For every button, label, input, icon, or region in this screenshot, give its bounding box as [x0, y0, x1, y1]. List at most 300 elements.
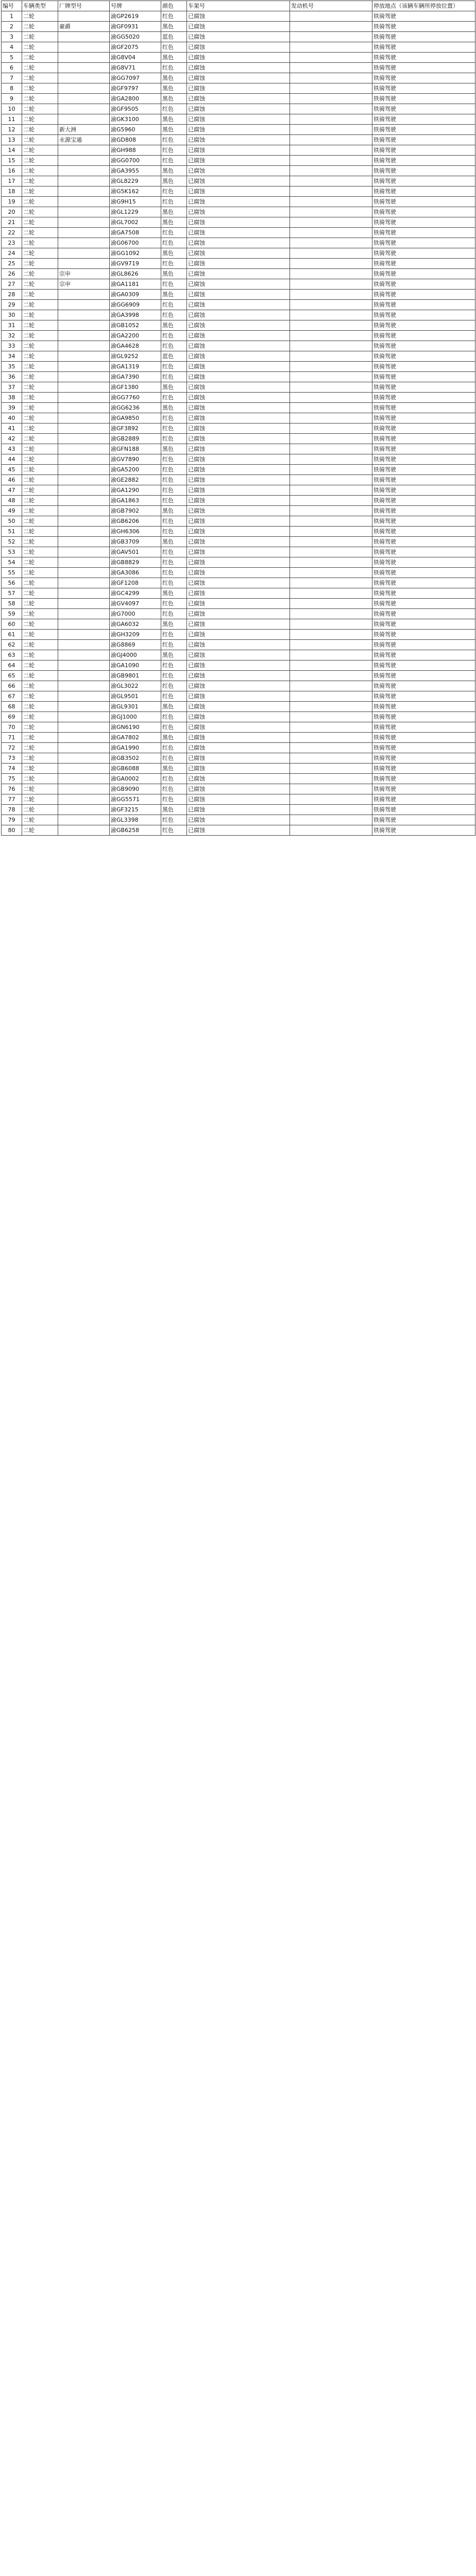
table-cell: [58, 650, 110, 660]
table-cell: 渝GB7902: [110, 506, 161, 516]
table-cell: 红色: [161, 300, 187, 310]
table-cell: 已腐蚀: [187, 547, 290, 557]
table-cell: [58, 743, 110, 753]
table-cell: 铁骑驾驶: [372, 176, 475, 187]
table-cell: 黑色: [161, 207, 187, 217]
table-cell: 已腐蚀: [187, 588, 290, 599]
table-cell: 铁骑驾驶: [372, 568, 475, 578]
table-cell: 红色: [161, 310, 187, 320]
table-cell: [290, 702, 372, 712]
table-row: [2, 640, 475, 650]
table-cell: [58, 413, 110, 423]
table-cell: 二轮: [22, 794, 58, 805]
table-cell: 67: [2, 691, 22, 702]
table-cell: [290, 382, 372, 393]
table-cell: 二轮: [22, 660, 58, 671]
table-cell: 71: [2, 733, 22, 743]
table-cell: 二轮: [22, 609, 58, 619]
table-cell: 已腐蚀: [187, 640, 290, 650]
table-cell: 黑色: [161, 217, 187, 228]
table-cell: [58, 764, 110, 774]
table-cell: 二轮: [22, 63, 58, 73]
table-cell: 已腐蚀: [187, 22, 290, 32]
table-row: [2, 187, 475, 197]
table-cell: [58, 444, 110, 454]
table-cell: 铁骑驾驶: [372, 362, 475, 372]
table-cell: 二轮: [22, 125, 58, 135]
table-cell: [290, 496, 372, 506]
table-cell: 已腐蚀: [187, 228, 290, 238]
table-row: [2, 290, 475, 300]
table-cell: [58, 640, 110, 650]
table-cell: 红色: [161, 454, 187, 465]
table-cell: 已腐蚀: [187, 207, 290, 217]
table-row: [2, 217, 475, 228]
table-row: [2, 156, 475, 166]
table-cell: [290, 764, 372, 774]
table-cell: 黑色: [161, 94, 187, 104]
table-cell: 渝GV7890: [110, 454, 161, 465]
table-cell: 铁骑驾驶: [372, 382, 475, 393]
table-cell: 11: [2, 114, 22, 125]
table-cell: [290, 42, 372, 53]
table-cell: 渝GA1319: [110, 362, 161, 372]
table-cell: 二轮: [22, 362, 58, 372]
table-cell: 铁骑驾驶: [372, 722, 475, 733]
table-row: [2, 53, 475, 63]
table-cell: [58, 310, 110, 320]
table-cell: 25: [2, 259, 22, 269]
table-cell: 20: [2, 207, 22, 217]
table-cell: 已腐蚀: [187, 351, 290, 362]
table-cell: 铁骑驾驶: [372, 825, 475, 836]
table-cell: [58, 568, 110, 578]
table-cell: 渝GV9719: [110, 259, 161, 269]
table-cell: 渝GL9252: [110, 351, 161, 362]
table-cell: 二轮: [22, 382, 58, 393]
table-cell: [290, 238, 372, 248]
table-cell: 59: [2, 609, 22, 619]
table-cell: 宗申: [58, 279, 110, 290]
table-cell: [58, 331, 110, 341]
table-cell: 铁骑驾驶: [372, 733, 475, 743]
table-cell: 渝GB3502: [110, 753, 161, 764]
table-cell: 1: [2, 11, 22, 22]
table-cell: 已腐蚀: [187, 341, 290, 351]
table-cell: [58, 681, 110, 691]
table-cell: 铁骑驾驶: [372, 506, 475, 516]
table-row: [2, 207, 475, 217]
table-cell: 渝GA1181: [110, 279, 161, 290]
table-cell: 二轮: [22, 187, 58, 197]
table-cell: 渝G8V04: [110, 53, 161, 63]
table-cell: 77: [2, 794, 22, 805]
table-cell: 27: [2, 279, 22, 290]
table-cell: 34: [2, 351, 22, 362]
table-cell: 二轮: [22, 413, 58, 423]
table-cell: 9: [2, 94, 22, 104]
table-cell: 二轮: [22, 588, 58, 599]
table-cell: 二轮: [22, 22, 58, 32]
table-row: [2, 197, 475, 207]
table-cell: 渝GA3086: [110, 568, 161, 578]
table-cell: 二轮: [22, 279, 58, 290]
table-cell: 二轮: [22, 557, 58, 568]
table-cell: 75: [2, 774, 22, 784]
table-cell: [58, 94, 110, 104]
table-cell: 红色: [161, 630, 187, 640]
table-cell: 已腐蚀: [187, 805, 290, 815]
column-header: 车辆类型: [22, 1, 58, 11]
table-cell: 铁骑驾驶: [372, 228, 475, 238]
table-row: [2, 609, 475, 619]
table-cell: 红色: [161, 341, 187, 351]
table-cell: 65: [2, 671, 22, 681]
table-cell: 铁骑驾驶: [372, 681, 475, 691]
table-cell: 渝GB6258: [110, 825, 161, 836]
table-cell: 渝GL1229: [110, 207, 161, 217]
table-cell: 二轮: [22, 393, 58, 403]
table-cell: 78: [2, 805, 22, 815]
table-cell: [58, 197, 110, 207]
table-cell: 已腐蚀: [187, 413, 290, 423]
table-cell: 42: [2, 434, 22, 444]
table-cell: 已腐蚀: [187, 310, 290, 320]
table-cell: [58, 527, 110, 537]
table-cell: 渝GD808: [110, 135, 161, 145]
table-cell: 60: [2, 619, 22, 630]
table-row: [2, 764, 475, 774]
table-cell: [58, 578, 110, 588]
table-cell: 79: [2, 815, 22, 825]
table-cell: 铁骑驾驶: [372, 320, 475, 331]
table-cell: 49: [2, 506, 22, 516]
table-cell: 红色: [161, 660, 187, 671]
table-cell: [58, 42, 110, 53]
table-cell: [58, 557, 110, 568]
table-row: [2, 351, 475, 362]
table-cell: 57: [2, 588, 22, 599]
table-cell: [290, 825, 372, 836]
table-cell: [290, 290, 372, 300]
table-row: [2, 825, 475, 836]
table-cell: 铁骑驾驶: [372, 413, 475, 423]
table-cell: [290, 104, 372, 114]
table-cell: [58, 722, 110, 733]
table-row: [2, 73, 475, 83]
table-cell: 43: [2, 444, 22, 454]
table-cell: 35: [2, 362, 22, 372]
table-cell: 二轮: [22, 640, 58, 650]
table-row: [2, 269, 475, 279]
table-cell: 二轮: [22, 784, 58, 794]
table-cell: 渝GA1863: [110, 496, 161, 506]
table-cell: 黑色: [161, 506, 187, 516]
table-cell: 蓝色: [161, 32, 187, 42]
table-cell: 渝GA1990: [110, 743, 161, 753]
table-cell: 已腐蚀: [187, 784, 290, 794]
table-cell: 红色: [161, 238, 187, 248]
table-cell: 二轮: [22, 176, 58, 187]
table-row: [2, 547, 475, 557]
table-cell: [290, 640, 372, 650]
table-cell: 黑色: [161, 537, 187, 547]
table-cell: 红色: [161, 568, 187, 578]
table-cell: [58, 207, 110, 217]
table-cell: [290, 248, 372, 259]
table-cell: 二轮: [22, 743, 58, 753]
table-cell: 69: [2, 712, 22, 722]
table-cell: 铁骑驾驶: [372, 166, 475, 176]
table-row: [2, 712, 475, 722]
table-cell: [290, 485, 372, 496]
table-cell: 红色: [161, 104, 187, 114]
table-cell: 渝GL7002: [110, 217, 161, 228]
table-cell: [58, 145, 110, 156]
table-cell: 铁骑驾驶: [372, 279, 475, 290]
table-cell: 黑色: [161, 403, 187, 413]
table-cell: [58, 475, 110, 485]
table-row: [2, 516, 475, 527]
table-cell: [58, 733, 110, 743]
table-cell: 二轮: [22, 403, 58, 413]
table-cell: 3: [2, 32, 22, 42]
table-cell: 37: [2, 382, 22, 393]
table-cell: 铁骑驾驶: [372, 269, 475, 279]
table-cell: 铁骑驾驶: [372, 702, 475, 712]
table-cell: 铁骑驾驶: [372, 444, 475, 454]
table-cell: 已腐蚀: [187, 279, 290, 290]
table-cell: 已腐蚀: [187, 393, 290, 403]
table-cell: 铁骑驾驶: [372, 42, 475, 53]
table-row: [2, 125, 475, 135]
table-cell: 黑色: [161, 176, 187, 187]
table-cell: 已腐蚀: [187, 248, 290, 259]
table-cell: [58, 702, 110, 712]
table-cell: [58, 496, 110, 506]
table-cell: 已腐蚀: [187, 197, 290, 207]
table-cell: [58, 228, 110, 238]
table-cell: 二轮: [22, 145, 58, 156]
table-cell: 已腐蚀: [187, 176, 290, 187]
table-cell: 二轮: [22, 259, 58, 269]
table-cell: 已腐蚀: [187, 733, 290, 743]
table-cell: 73: [2, 753, 22, 764]
table-cell: [58, 434, 110, 444]
table-cell: 渝GA2200: [110, 331, 161, 341]
table-cell: 铁骑驾驶: [372, 619, 475, 630]
table-cell: 二轮: [22, 248, 58, 259]
table-cell: 渝GA9850: [110, 413, 161, 423]
table-cell: 永源宝通: [58, 135, 110, 145]
table-cell: 铁骑驾驶: [372, 640, 475, 650]
table-row: [2, 403, 475, 413]
table-cell: [58, 660, 110, 671]
table-row: [2, 815, 475, 825]
table-cell: 已腐蚀: [187, 568, 290, 578]
table-cell: 宗申: [58, 269, 110, 279]
table-cell: 68: [2, 702, 22, 712]
table-cell: 铁骑驾驶: [372, 83, 475, 94]
table-cell: 已腐蚀: [187, 11, 290, 22]
table-cell: 红色: [161, 259, 187, 269]
table-cell: 已腐蚀: [187, 825, 290, 836]
table-cell: [290, 114, 372, 125]
table-cell: 已腐蚀: [187, 403, 290, 413]
table-row: [2, 722, 475, 733]
table-cell: 黑色: [161, 166, 187, 176]
table-cell: 渝GG1092: [110, 248, 161, 259]
table-cell: 黑色: [161, 125, 187, 135]
table-cell: [58, 382, 110, 393]
table-cell: 红色: [161, 815, 187, 825]
table-cell: [290, 176, 372, 187]
table-cell: 二轮: [22, 73, 58, 83]
table-cell: 渝GA7390: [110, 372, 161, 382]
table-cell: 64: [2, 660, 22, 671]
table-cell: 已腐蚀: [187, 630, 290, 640]
table-cell: 铁骑驾驶: [372, 372, 475, 382]
table-cell: 已腐蚀: [187, 423, 290, 434]
table-cell: [58, 753, 110, 764]
table-cell: [290, 372, 372, 382]
table-cell: [290, 671, 372, 681]
table-cell: [58, 320, 110, 331]
table-cell: 黑色: [161, 444, 187, 454]
table-row: [2, 794, 475, 805]
table-row: [2, 568, 475, 578]
table-cell: 二轮: [22, 630, 58, 640]
table-cell: [290, 393, 372, 403]
table-cell: 已腐蚀: [187, 156, 290, 166]
table-cell: 红色: [161, 681, 187, 691]
table-cell: 黑色: [161, 290, 187, 300]
table-cell: 铁骑驾驶: [372, 145, 475, 156]
table-cell: 渝GA3955: [110, 166, 161, 176]
table-cell: 渝GA4628: [110, 341, 161, 351]
table-cell: 渝GJ4000: [110, 650, 161, 660]
table-cell: 铁骑驾驶: [372, 454, 475, 465]
table-cell: 13: [2, 135, 22, 145]
table-cell: 二轮: [22, 764, 58, 774]
table-cell: [58, 630, 110, 640]
table-cell: 铁骑驾驶: [372, 259, 475, 269]
table-cell: [290, 63, 372, 73]
table-cell: [290, 259, 372, 269]
table-cell: 铁骑驾驶: [372, 537, 475, 547]
table-cell: 二轮: [22, 444, 58, 454]
table-row: [2, 248, 475, 259]
table-row: [2, 300, 475, 310]
table-cell: [290, 630, 372, 640]
table-cell: 已腐蚀: [187, 722, 290, 733]
table-cell: [290, 83, 372, 94]
table-cell: [58, 156, 110, 166]
table-cell: 红色: [161, 671, 187, 681]
table-cell: 红色: [161, 527, 187, 537]
table-cell: [290, 691, 372, 702]
table-cell: 黑色: [161, 22, 187, 32]
table-cell: [290, 527, 372, 537]
table-cell: 二轮: [22, 423, 58, 434]
table-row: [2, 372, 475, 382]
table-cell: 渝GG7097: [110, 73, 161, 83]
table-cell: [290, 197, 372, 207]
table-row: [2, 22, 475, 32]
table-cell: 38: [2, 393, 22, 403]
table-cell: [290, 269, 372, 279]
table-row: [2, 362, 475, 372]
table-cell: [58, 454, 110, 465]
table-cell: 铁骑驾驶: [372, 485, 475, 496]
table-cell: 7: [2, 73, 22, 83]
table-cell: [58, 259, 110, 269]
table-cell: 二轮: [22, 599, 58, 609]
table-cell: 二轮: [22, 496, 58, 506]
table-cell: 已腐蚀: [187, 753, 290, 764]
table-cell: 二轮: [22, 568, 58, 578]
table-cell: 二轮: [22, 114, 58, 125]
table-cell: 红色: [161, 774, 187, 784]
table-cell: 40: [2, 413, 22, 423]
table-cell: 15: [2, 156, 22, 166]
table-cell: 渝GL9501: [110, 691, 161, 702]
table-cell: 二轮: [22, 578, 58, 588]
table-cell: [58, 362, 110, 372]
table-cell: [290, 125, 372, 135]
table-cell: 渝GA0002: [110, 774, 161, 784]
table-cell: 红色: [161, 279, 187, 290]
table-cell: 已腐蚀: [187, 702, 290, 712]
table-cell: 红色: [161, 516, 187, 527]
table-row: [2, 743, 475, 753]
table-row: [2, 279, 475, 290]
table-cell: 红色: [161, 753, 187, 764]
table-cell: 红色: [161, 372, 187, 382]
table-cell: 黑色: [161, 764, 187, 774]
table-cell: 红色: [161, 331, 187, 341]
table-cell: [290, 619, 372, 630]
table-cell: 铁骑驾驶: [372, 660, 475, 671]
table-cell: 铁骑驾驶: [372, 764, 475, 774]
table-cell: 已腐蚀: [187, 619, 290, 630]
table-cell: 渝GN6190: [110, 722, 161, 733]
table-cell: 铁骑驾驶: [372, 743, 475, 753]
table-cell: 二轮: [22, 671, 58, 681]
table-cell: 铁骑驾驶: [372, 650, 475, 660]
table-cell: 红色: [161, 784, 187, 794]
table-cell: 已腐蚀: [187, 331, 290, 341]
table-cell: 渝G8869: [110, 640, 161, 650]
table-cell: 18: [2, 187, 22, 197]
table-cell: [290, 568, 372, 578]
table-cell: 铁骑驾驶: [372, 310, 475, 320]
table-cell: 已腐蚀: [187, 485, 290, 496]
table-cell: 渝GF9505: [110, 104, 161, 114]
table-cell: 铁骑驾驶: [372, 22, 475, 32]
table-cell: 渝GK3100: [110, 114, 161, 125]
table-row: [2, 506, 475, 516]
table-cell: [58, 465, 110, 475]
table-row: [2, 630, 475, 640]
table-cell: 红色: [161, 465, 187, 475]
table-cell: 已腐蚀: [187, 259, 290, 269]
table-cell: 二轮: [22, 372, 58, 382]
table-cell: [58, 619, 110, 630]
table-cell: [290, 743, 372, 753]
table-cell: 渝GA5200: [110, 465, 161, 475]
table-cell: 渝GA7802: [110, 733, 161, 743]
